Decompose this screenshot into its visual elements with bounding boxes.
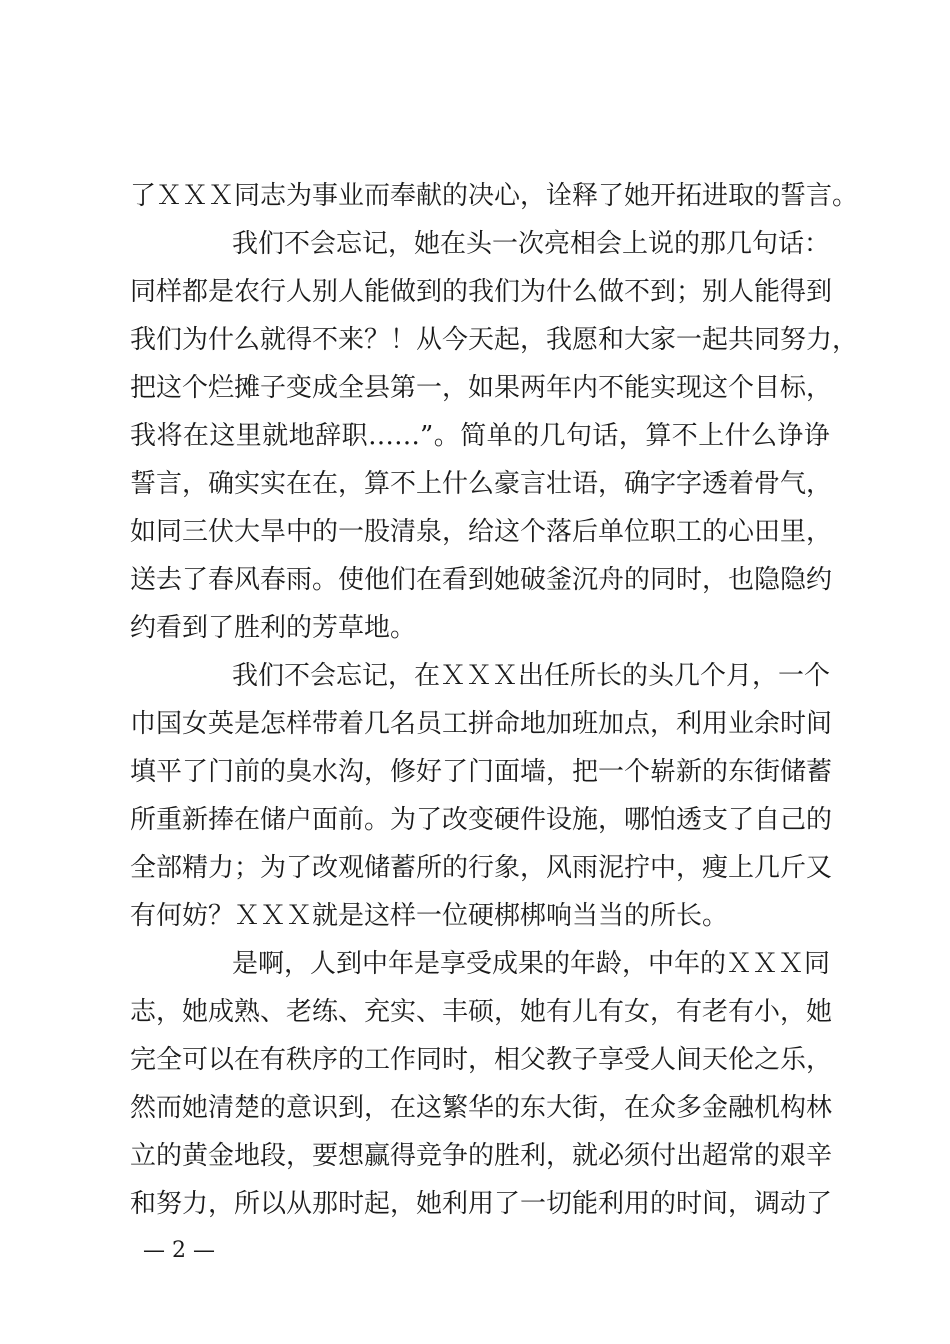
text-line: 送去了春风春雨。使他们在看到她破釜沉舟的同时，也隐隐约 (130, 565, 833, 595)
paragraph-first-line: 我们不会忘记，她在头一次亮相会上说的那几句话： (232, 229, 831, 259)
text-line: 所重新捧在储户面前。为了改变硬件设施，哪怕透支了自己的 (130, 805, 833, 835)
text-line: 誓言，确实实在在，算不上什么豪言壮语，确字字透着骨气， (130, 469, 833, 499)
text-line: 然而她清楚的意识到，在这繁华的东大街，在众多金融机构林 (130, 1093, 833, 1123)
text-line: 我们为什么就得不来？！从今天起，我愿和大家一起共同努力， (130, 325, 859, 355)
text-line: 全部精力；为了改观储蓄所的行象，风雨泥拧中，瘦上几斤又 (130, 853, 833, 883)
text-line: 和努力，所以从那时起，她利用了一切能利用的时间，调动了 (130, 1189, 833, 1219)
text-line: 如同三伏大旱中的一股清泉，给这个落后单位职工的心田里， (130, 517, 833, 547)
text-line: 完全可以在有秩序的工作同时，相父教子享受人间天伦之乐， (130, 1045, 833, 1075)
text-line: 立的黄金地段，要想赢得竞争的胜利，就必须付出超常的艰辛 (130, 1141, 833, 1171)
text-line: 了ＸＸＸ同志为事业而奉献的决心，诠释了她开拓进取的誓言。 (130, 181, 859, 211)
text-line: 志，她成熟、老练、充实、丰硕，她有儿有女，有老有小，她 (130, 997, 833, 1027)
text-line: 巾国女英是怎样带着几名员工拼命地加班加点，利用业余时间 (130, 709, 833, 739)
paragraph-first-line: 是啊，人到中年是享受成果的年龄，中年的ＸＸＸ同 (232, 949, 831, 979)
text-line: 填平了门前的臭水沟，修好了门面墙，把一个崭新的东街储蓄 (130, 757, 833, 787)
page-number: — 2 — (143, 1238, 215, 1263)
text-line: 约看到了胜利的芳草地。 (130, 613, 417, 643)
text-line: 同样都是农行人别人能做到的我们为什么做不到；别人能得到 (130, 277, 833, 307)
text-line: 有何妨？ＸＸＸ就是这样一位硬梆梆响当当的所长。 (130, 901, 729, 931)
text-line: 我将在这里就地辞职……”。简单的几句话，算不上什么诤诤 (130, 421, 830, 451)
text-line: 把这个烂摊子变成全县第一，如果两年内不能实现这个目标， (130, 373, 833, 403)
paragraph-first-line: 我们不会忘记，在ＸＸＸ出任所长的头几个月，一个 (232, 661, 831, 691)
